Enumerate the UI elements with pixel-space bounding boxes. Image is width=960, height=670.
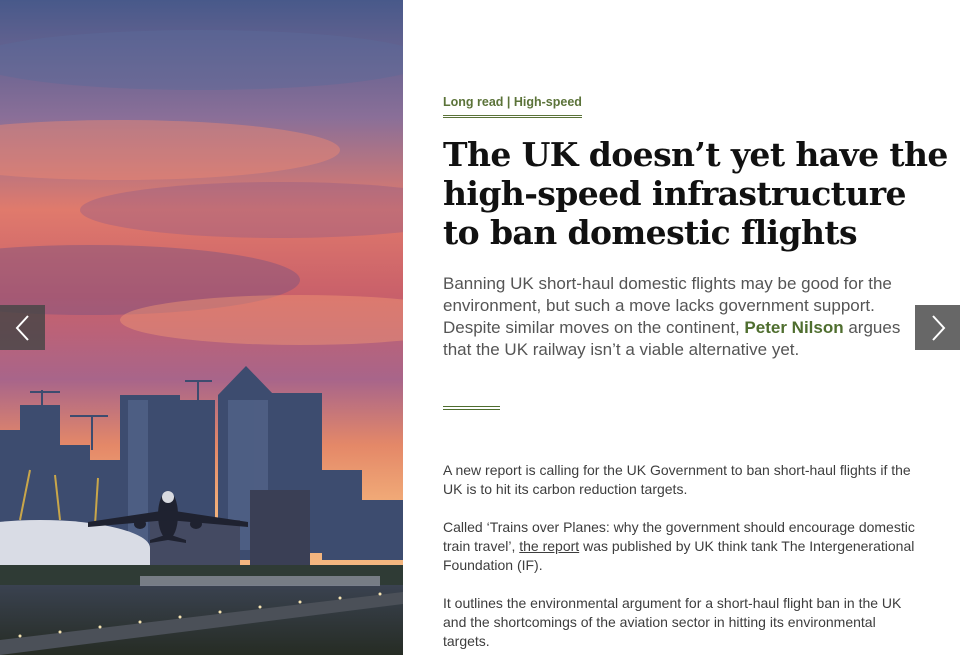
title-line: The UK doesn’t yet have the bbox=[443, 135, 948, 174]
category-link[interactable]: Long read | High-speed bbox=[443, 95, 582, 118]
next-slide-button[interactable] bbox=[915, 305, 960, 350]
title-line: to ban domestic flights bbox=[443, 213, 857, 252]
divider bbox=[443, 406, 500, 410]
author-link[interactable]: Peter Nilson bbox=[744, 318, 844, 337]
body-paragraph bbox=[443, 461, 921, 499]
paragraph-text: It outlines the environmental argument for a short-haul flight ban in the UK and the shortcomings of the aviation sector in hitting its environmental targets. bbox=[443, 595, 902, 649]
chevron-right-icon bbox=[929, 314, 947, 342]
article-title bbox=[443, 135, 948, 252]
sunset-airport-illustration bbox=[0, 0, 403, 655]
report-link[interactable]: the report bbox=[519, 538, 580, 554]
hero-image bbox=[0, 0, 403, 655]
previous-slide-button[interactable] bbox=[0, 305, 45, 350]
standfirst-text: argues that the UK railway isn’t a viable alternative yet. bbox=[443, 318, 901, 359]
title-line: high-speed infrastructure bbox=[443, 174, 906, 213]
standfirst-text: Banning UK short-haul domestic flights may be good for the environment, but such a move lacks government support. Despite similar moves on the continent, bbox=[443, 274, 892, 337]
body-paragraph bbox=[443, 518, 921, 575]
paragraph-text: was published by UK think tank The Intergenerational Foundation (IF). bbox=[443, 538, 915, 573]
paragraph-text: A new report is calling for the UK Government to ban short-haul flights if the UK is to hit its carbon reduction targets. bbox=[443, 462, 911, 497]
standfirst bbox=[443, 273, 921, 361]
paragraph-text: Called ‘Trains over Planes: why the government should encourage domestic train travel’, bbox=[443, 519, 915, 554]
chevron-left-icon bbox=[14, 314, 32, 342]
body-paragraph bbox=[443, 594, 921, 651]
article-body bbox=[443, 461, 921, 670]
